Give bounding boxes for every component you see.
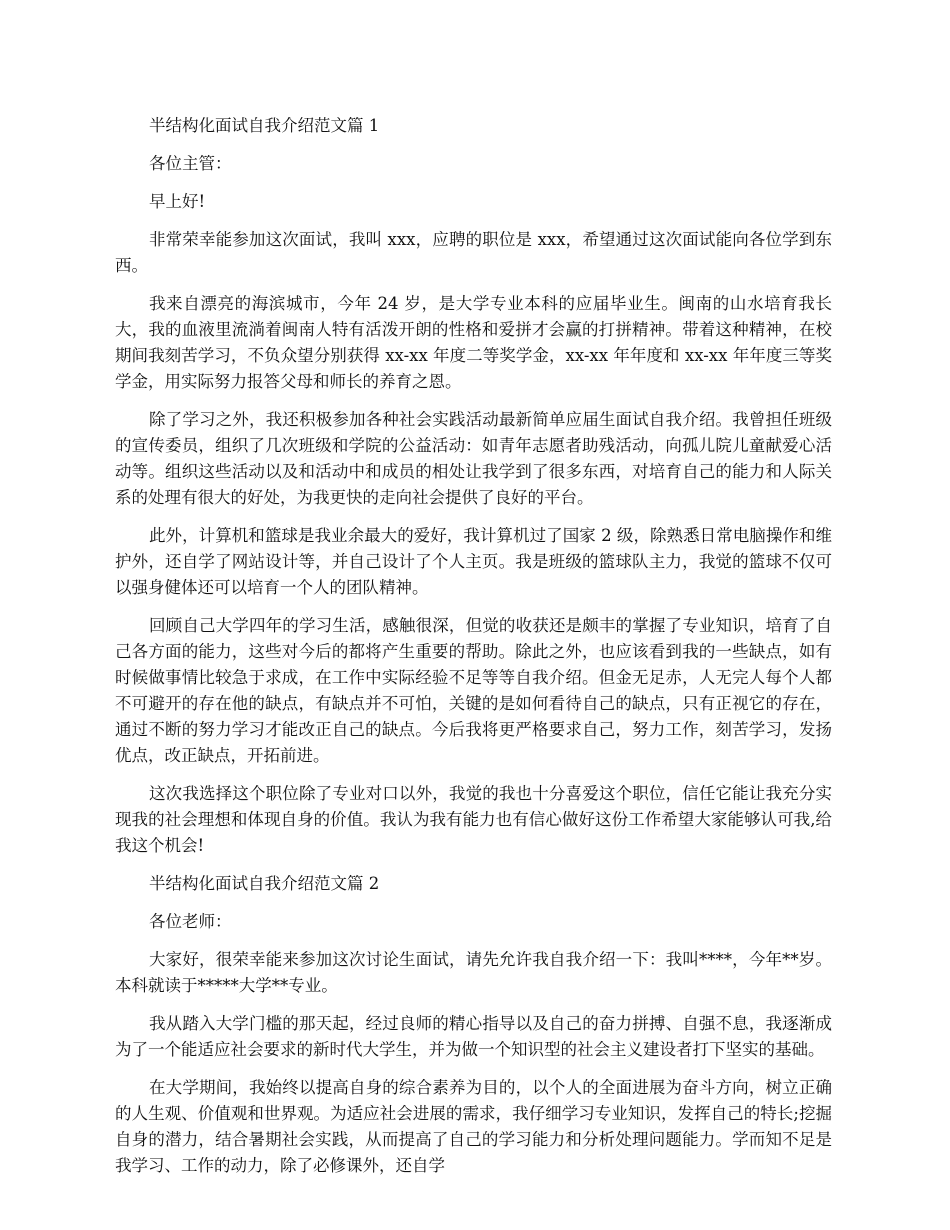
paragraph-review: 回顾自己大学四年的学习生活，感触很深，但觉的收获还是颇丰的掌握了专业知识，培育了自己各方面的能力，这些对今后的都将产生重要的帮助。除此之外，也应该看到我的一些缺点，如有时候做事情比较急于求成，在工作中实际经验不足等等自我介绍。但金无足赤，人无完人每个人都不可避开的存在他的缺点，有缺点并不可怕，关键的是如何看待自己的缺点，只有正视它的存在，通过不断的努力学习才能改正自己的缺点。今后我将更严格要求自己，努力工作，刻苦学习，发扬优点，改正缺点，开拓前进。 xyxy=(115,616,832,765)
paragraph-self-intro: 大家好，很荣幸能来参加这次讨论生面试，请先允许我自我介绍一下：我叫****，今年**岁。本科就读于*****大学**专业。 xyxy=(115,950,832,995)
document-body xyxy=(115,113,832,1191)
paragraph-activities: 除了学习之外，我还积极参加各种社会实践活动最新简单应届生面试自我介绍。我曾担任班级的宣传委员，组织了几次班级和学院的公益活动：如青年志愿者助残活动，向孤儿院儿童献爱心活动等。组织这些活动以及和活动中和成员的相处让我学到了很多东西，对培育自己的能力和人际关系的处理有很大的好处，为我更快的走向社会提供了良好的平台。 xyxy=(115,410,832,507)
section-title-1: 半结构化面试自我介绍范文篇 1 xyxy=(149,116,380,135)
paragraph-study: 在大学期间，我始终以提高自身的综合素养为目的，以个人的全面进展为奋斗方向，树立正确的人生观、价值观和世界观。为适应社会进展的需求，我仔细学习专业知识，发挥自己的特长;挖掘自身的潜力，结合暑期社会实践，从而提高了自己的学习能力和分析处理问题能力。学而知不足是我学习、工作的动力，除了必修课外，还自学 xyxy=(115,1078,832,1175)
section-title-2: 半结构化面试自我介绍范文篇 2 xyxy=(149,874,380,893)
paragraph-intro: 非常荣幸能参加这次面试，我叫 xxx，应聘的职位是 xxx，希望通过这次面试能向各位学到东西。 xyxy=(115,230,832,275)
paragraph-closing: 这次我选择这个职位除了专业对口以外，我觉的我也十分喜爱这个职位，信任它能让我充分实现我的社会理想和体现自身的价值。我认为我有能力也有信心做好这份工作希望大家能够认可我,给我这个机会! xyxy=(115,784,832,855)
greeting-salutation: 各位主管： xyxy=(149,154,232,173)
paragraph-university: 我从踏入大学门槛的那天起，经过良师的精心指导以及自己的奋力拼搏、自强不息，我逐渐成为了一个能适应社会要求的新时代大学生，并为做一个知识型的社会主义建设者打下坚实的基础。 xyxy=(115,1014,832,1059)
paragraph-hobbies: 此外，计算机和篮球是我业余最大的爱好，我计算机过了国家 2 级，除熟悉日常电脑操作和维护外，还自学了网站设计等，并自己设计了个人主页。我是班级的篮球队主力，我觉的篮球不仅可以强身健体还可以培育一个人的团队精神。 xyxy=(115,526,832,597)
greeting-teachers: 各位老师： xyxy=(149,912,232,931)
paragraph-background: 我来自漂亮的海滨城市，今年 24 岁，是大学专业本科的应届毕业生。闽南的山水培育我长大，我的血液里流淌着闽南人特有活泼开朗的性格和爱拼才会赢的打拼精神。带着这种精神，在校期间我刻苦学习，不负众望分别获得 xx-xx 年度二等奖学金，xx-xx 年年度和 xx-xx 年年度三等奖学金，用实际努力报答父母和师长的养育之恩。 xyxy=(115,294,832,391)
greeting-morning: 早上好! xyxy=(149,192,206,211)
